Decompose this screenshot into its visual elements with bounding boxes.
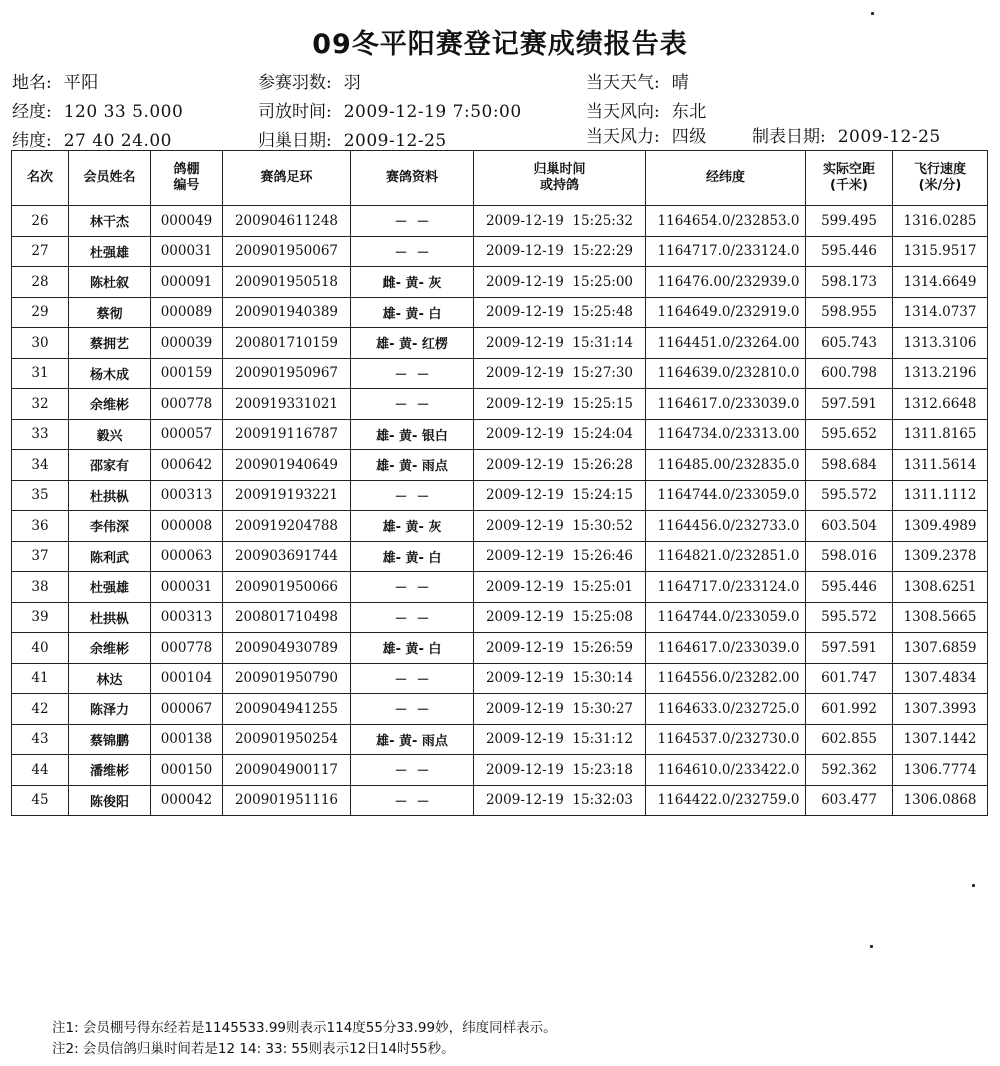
feather-info — [258, 68, 361, 93]
cell-loft-number: 000642 — [151, 450, 223, 481]
feather-label: 参赛羽数: — [258, 73, 332, 93]
cell-pigeon-info: 雄- 黄- 银白 — [351, 419, 474, 450]
cell-return-time: 2009-12-19 15:31:12 — [474, 724, 646, 755]
cell-coordinates: 1164744.0/233059.0 — [646, 480, 806, 511]
table-row — [12, 480, 988, 511]
cell-rank: 31 — [12, 358, 69, 389]
cell-coordinates: 1164633.0/232725.0 — [646, 694, 806, 725]
release-info — [258, 97, 522, 122]
cell-return-time: 2009-12-19 15:22:29 — [474, 236, 646, 267]
cell-rank: 30 — [12, 328, 69, 359]
cell-rank: 38 — [12, 572, 69, 603]
wind-force-value: 四级 — [671, 127, 707, 147]
cell-distance: 598.955 — [806, 297, 893, 328]
latitude-value: 27 40 24.00 — [63, 131, 172, 151]
cell-return-time: 2009-12-19 15:31:14 — [474, 328, 646, 359]
cell-member-name: 邵家有 — [69, 450, 151, 481]
cell-return-time: 2009-12-19 15:26:59 — [474, 633, 646, 664]
cell-ring-number: 200901950790 — [223, 663, 351, 694]
cell-pigeon-info: － － — [351, 206, 474, 237]
cell-member-name: 杜强雄 — [69, 236, 151, 267]
cell-coordinates: 1164649.0/232919.0 — [646, 297, 806, 328]
cell-ring-number: 200901951116 — [223, 785, 351, 816]
cell-return-time: 2009-12-19 15:30:52 — [474, 511, 646, 542]
cell-ring-number: 200901950066 — [223, 572, 351, 603]
cell-member-name: 杨木成 — [69, 358, 151, 389]
cell-loft-number: 000042 — [151, 785, 223, 816]
cell-ring-number: 200903691744 — [223, 541, 351, 572]
cell-speed: 1311.8165 — [893, 419, 988, 450]
cell-coordinates: 1164717.0/233124.0 — [646, 236, 806, 267]
cell-ring-number: 200904930789 — [223, 633, 351, 664]
cell-ring-number: 200901940649 — [223, 450, 351, 481]
cell-ring-number: 200801710498 — [223, 602, 351, 633]
cell-rank: 39 — [12, 602, 69, 633]
cell-distance: 601.747 — [806, 663, 893, 694]
report-title: 09冬平阳赛登记赛成绩报告表 — [312, 29, 688, 60]
cell-pigeon-info: 雄- 黄- 白 — [351, 633, 474, 664]
cell-rank: 33 — [12, 419, 69, 450]
return-label: 归巢日期: — [258, 131, 332, 151]
cell-return-time: 2009-12-19 15:24:04 — [474, 419, 646, 450]
made-date-info — [752, 122, 941, 147]
header-pigeon-info: 赛鸽资料 — [351, 151, 474, 206]
cell-pigeon-info: － － — [351, 480, 474, 511]
cell-rank: 36 — [12, 511, 69, 542]
made-date-label: 制表日期: — [752, 127, 826, 147]
cell-member-name: 毅兴 — [69, 419, 151, 450]
cell-loft-number: 000031 — [151, 572, 223, 603]
cell-distance: 595.572 — [806, 602, 893, 633]
header-return-time: 归巢时间 或持鸽 — [474, 151, 646, 206]
weather-value: 晴 — [671, 73, 690, 93]
cell-ring-number: 200904900117 — [223, 755, 351, 786]
cell-ring-number: 200919193221 — [223, 480, 351, 511]
wind-force-label: 当天风力: — [586, 127, 660, 147]
cell-rank: 28 — [12, 267, 69, 298]
cell-distance: 595.572 — [806, 480, 893, 511]
table-body — [12, 206, 988, 816]
longitude-info — [12, 97, 183, 122]
cell-member-name: 陈利武 — [69, 541, 151, 572]
cell-return-time: 2009-12-19 15:27:30 — [474, 358, 646, 389]
cell-coordinates: 1164617.0/233039.0 — [646, 633, 806, 664]
release-label: 司放时间: — [258, 102, 332, 122]
cell-return-time: 2009-12-19 15:24:15 — [474, 480, 646, 511]
cell-member-name: 林干杰 — [69, 206, 151, 237]
cell-return-time: 2009-12-19 15:25:32 — [474, 206, 646, 237]
cell-speed: 1307.1442 — [893, 724, 988, 755]
cell-rank: 41 — [12, 663, 69, 694]
header-rank: 名次 — [12, 151, 69, 206]
cell-coordinates: 1164456.0/232733.0 — [646, 511, 806, 542]
place-info — [12, 68, 99, 93]
cell-speed: 1309.4989 — [893, 511, 988, 542]
cell-member-name: 陈俊阳 — [69, 785, 151, 816]
cell-ring-number: 200901940389 — [223, 297, 351, 328]
cell-ring-number: 200919204788 — [223, 511, 351, 542]
table-row — [12, 511, 988, 542]
table-row — [12, 450, 988, 481]
header-speed: 飞行速度 (米/分) — [893, 151, 988, 206]
cell-speed: 1315.9517 — [893, 236, 988, 267]
cell-pigeon-info: － － — [351, 663, 474, 694]
cell-ring-number: 200801710159 — [223, 328, 351, 359]
cell-rank: 32 — [12, 389, 69, 420]
cell-loft-number: 000067 — [151, 694, 223, 725]
longitude-label: 经度: — [12, 102, 52, 122]
cell-member-name: 潘维彬 — [69, 755, 151, 786]
cell-ring-number: 200919331021 — [223, 389, 351, 420]
cell-member-name: 陈杜叙 — [69, 267, 151, 298]
cell-rank: 42 — [12, 694, 69, 725]
cell-speed: 1312.6648 — [893, 389, 988, 420]
cell-pigeon-info: － － — [351, 602, 474, 633]
table-row — [12, 541, 988, 572]
cell-member-name: 蔡拥艺 — [69, 328, 151, 359]
table-row — [12, 663, 988, 694]
cell-speed: 1307.3993 — [893, 694, 988, 725]
header-distance: 实际空距 (千米) — [806, 151, 893, 206]
cell-speed: 1311.1112 — [893, 480, 988, 511]
cell-return-time: 2009-12-19 15:25:01 — [474, 572, 646, 603]
cell-return-time: 2009-12-19 15:30:14 — [474, 663, 646, 694]
cell-return-time: 2009-12-19 15:23:18 — [474, 755, 646, 786]
cell-coordinates: 1164734.0/23313.00 — [646, 419, 806, 450]
cell-pigeon-info: － － — [351, 572, 474, 603]
wind-direction-label: 当天风向: — [586, 102, 660, 122]
cell-distance: 600.798 — [806, 358, 893, 389]
cell-distance: 605.743 — [806, 328, 893, 359]
cell-coordinates: 1164744.0/233059.0 — [646, 602, 806, 633]
cell-speed: 1311.5614 — [893, 450, 988, 481]
release-value: 2009-12-19 7:50:00 — [343, 102, 522, 122]
cell-distance: 603.504 — [806, 511, 893, 542]
feather-value: 羽 — [343, 73, 362, 93]
cell-loft-number: 000089 — [151, 297, 223, 328]
cell-rank: 34 — [12, 450, 69, 481]
cell-ring-number: 200901950967 — [223, 358, 351, 389]
header-member-name: 会员姓名 — [69, 151, 151, 206]
cell-pigeon-info: 雌- 黄- 灰 — [351, 267, 474, 298]
table-row — [12, 572, 988, 603]
cell-distance: 601.992 — [806, 694, 893, 725]
cell-loft-number: 000063 — [151, 541, 223, 572]
cell-distance: 597.591 — [806, 389, 893, 420]
cell-speed: 1306.7774 — [893, 755, 988, 786]
table-row — [12, 785, 988, 816]
latitude-info — [12, 126, 172, 151]
made-date-value: 2009-12-25 — [837, 127, 941, 147]
cell-loft-number: 000104 — [151, 663, 223, 694]
cell-loft-number: 000031 — [151, 236, 223, 267]
cell-pigeon-info: 雄- 黄- 红楞 — [351, 328, 474, 359]
cell-distance: 599.495 — [806, 206, 893, 237]
cell-pigeon-info: 雄- 黄- 雨点 — [351, 724, 474, 755]
footnote-2: 注2: 会员信鸽归巢时间若是12 14: 33: 55则表示12日14时55秒。 — [52, 1041, 455, 1057]
cell-pigeon-info: 雄- 黄- 白 — [351, 297, 474, 328]
cell-rank: 29 — [12, 297, 69, 328]
cell-distance: 597.591 — [806, 633, 893, 664]
return-value: 2009-12-25 — [343, 131, 447, 151]
cell-ring-number: 200901950254 — [223, 724, 351, 755]
cell-coordinates: 116485.00/232835.0 — [646, 450, 806, 481]
cell-pigeon-info: 雄- 黄- 白 — [351, 541, 474, 572]
cell-member-name: 余维彬 — [69, 633, 151, 664]
cell-rank: 35 — [12, 480, 69, 511]
cell-member-name: 蔡锦鹏 — [69, 724, 151, 755]
weather-info — [586, 68, 689, 93]
cell-pigeon-info: 雄- 黄- 灰 — [351, 511, 474, 542]
cell-distance: 592.362 — [806, 755, 893, 786]
cell-pigeon-info: － － — [351, 236, 474, 267]
table-row — [12, 755, 988, 786]
wind-direction-value: 东北 — [671, 102, 707, 122]
cell-loft-number: 000049 — [151, 206, 223, 237]
table-row — [12, 297, 988, 328]
cell-loft-number: 000778 — [151, 389, 223, 420]
cell-rank: 26 — [12, 206, 69, 237]
cell-coordinates: 1164451.0/23264.00 — [646, 328, 806, 359]
table-row — [12, 267, 988, 298]
cell-distance: 598.016 — [806, 541, 893, 572]
cell-loft-number: 000150 — [151, 755, 223, 786]
table-row — [12, 389, 988, 420]
table-row — [12, 724, 988, 755]
cell-coordinates: 1164617.0/233039.0 — [646, 389, 806, 420]
cell-rank: 45 — [12, 785, 69, 816]
cell-member-name: 李伟深 — [69, 511, 151, 542]
scan-speck — [870, 945, 873, 948]
cell-speed: 1313.2196 — [893, 358, 988, 389]
latitude-label: 纬度: — [12, 131, 52, 151]
cell-pigeon-info: － － — [351, 694, 474, 725]
cell-distance: 598.684 — [806, 450, 893, 481]
cell-distance: 595.652 — [806, 419, 893, 450]
cell-rank: 37 — [12, 541, 69, 572]
cell-distance: 595.446 — [806, 236, 893, 267]
footnote-1: 注1: 会员棚号得东经若是1145533.99则表示114度55分33.99妙，纬度同样表示。 — [52, 1020, 557, 1036]
footnotes — [52, 1018, 557, 1060]
cell-member-name: 杜拱枞 — [69, 602, 151, 633]
wind-force-info — [586, 122, 707, 147]
cell-ring-number: 200901950067 — [223, 236, 351, 267]
cell-pigeon-info: 雄- 黄- 雨点 — [351, 450, 474, 481]
table-row — [12, 694, 988, 725]
cell-rank: 44 — [12, 755, 69, 786]
cell-speed: 1307.4834 — [893, 663, 988, 694]
cell-speed: 1306.0868 — [893, 785, 988, 816]
wind-direction-info — [586, 97, 707, 122]
cell-return-time: 2009-12-19 15:25:00 — [474, 267, 646, 298]
cell-ring-number: 200904941255 — [223, 694, 351, 725]
cell-pigeon-info: － － — [351, 785, 474, 816]
cell-coordinates: 1164717.0/233124.0 — [646, 572, 806, 603]
cell-rank: 40 — [12, 633, 69, 664]
cell-loft-number: 000159 — [151, 358, 223, 389]
cell-member-name: 杜强雄 — [69, 572, 151, 603]
cell-speed: 1308.6251 — [893, 572, 988, 603]
cell-coordinates: 1164537.0/232730.0 — [646, 724, 806, 755]
cell-ring-number: 200904611248 — [223, 206, 351, 237]
cell-loft-number: 000138 — [151, 724, 223, 755]
cell-coordinates: 116476.00/232939.0 — [646, 267, 806, 298]
cell-coordinates: 1164821.0/232851.0 — [646, 541, 806, 572]
table-row — [12, 236, 988, 267]
header-loft-number: 鸽棚 编号 — [151, 151, 223, 206]
cell-member-name: 杜拱枞 — [69, 480, 151, 511]
cell-distance: 598.173 — [806, 267, 893, 298]
cell-member-name: 陈泽力 — [69, 694, 151, 725]
cell-rank: 43 — [12, 724, 69, 755]
cell-member-name: 余维彬 — [69, 389, 151, 420]
cell-loft-number: 000091 — [151, 267, 223, 298]
cell-return-time: 2009-12-19 15:30:27 — [474, 694, 646, 725]
cell-speed: 1307.6859 — [893, 633, 988, 664]
scan-speck — [972, 884, 975, 887]
weather-label: 当天天气: — [586, 73, 660, 93]
cell-ring-number: 200919116787 — [223, 419, 351, 450]
cell-pigeon-info: － － — [351, 358, 474, 389]
cell-coordinates: 1164610.0/233422.0 — [646, 755, 806, 786]
cell-return-time: 2009-12-19 15:25:08 — [474, 602, 646, 633]
longitude-value: 120 33 5.000 — [63, 102, 184, 122]
table-row — [12, 328, 988, 359]
cell-coordinates: 1164654.0/232853.0 — [646, 206, 806, 237]
cell-pigeon-info: － － — [351, 755, 474, 786]
cell-speed: 1313.3106 — [893, 328, 988, 359]
cell-coordinates: 1164556.0/23282.00 — [646, 663, 806, 694]
cell-speed: 1316.0285 — [893, 206, 988, 237]
cell-loft-number: 000778 — [151, 633, 223, 664]
return-info — [258, 126, 447, 151]
cell-return-time: 2009-12-19 15:25:15 — [474, 389, 646, 420]
cell-loft-number: 000008 — [151, 511, 223, 542]
table-row — [12, 358, 988, 389]
cell-loft-number: 000313 — [151, 480, 223, 511]
table-row — [12, 633, 988, 664]
cell-speed: 1314.0737 — [893, 297, 988, 328]
cell-return-time: 2009-12-19 15:26:28 — [474, 450, 646, 481]
cell-distance: 602.855 — [806, 724, 893, 755]
cell-distance: 603.477 — [806, 785, 893, 816]
cell-coordinates: 1164639.0/232810.0 — [646, 358, 806, 389]
scan-speck — [871, 12, 874, 15]
cell-coordinates: 1164422.0/232759.0 — [646, 785, 806, 816]
cell-return-time: 2009-12-19 15:32:03 — [474, 785, 646, 816]
table-header-row — [12, 151, 988, 206]
header-coordinates: 经纬度 — [646, 151, 806, 206]
cell-loft-number: 000039 — [151, 328, 223, 359]
cell-ring-number: 200901950518 — [223, 267, 351, 298]
cell-loft-number: 000057 — [151, 419, 223, 450]
header-ring-number: 赛鸽足环 — [223, 151, 351, 206]
cell-speed: 1314.6649 — [893, 267, 988, 298]
cell-member-name: 林达 — [69, 663, 151, 694]
table-row — [12, 419, 988, 450]
cell-return-time: 2009-12-19 15:25:48 — [474, 297, 646, 328]
cell-pigeon-info: － － — [351, 389, 474, 420]
cell-member-name: 蔡彻 — [69, 297, 151, 328]
cell-loft-number: 000313 — [151, 602, 223, 633]
table-row — [12, 602, 988, 633]
cell-return-time: 2009-12-19 15:26:46 — [474, 541, 646, 572]
cell-speed: 1308.5665 — [893, 602, 988, 633]
place-value: 平阳 — [63, 73, 99, 93]
place-label: 地名: — [12, 73, 52, 93]
cell-rank: 27 — [12, 236, 69, 267]
cell-distance: 595.446 — [806, 572, 893, 603]
table-row — [12, 206, 988, 237]
cell-speed: 1309.2378 — [893, 541, 988, 572]
results-table — [11, 150, 988, 816]
